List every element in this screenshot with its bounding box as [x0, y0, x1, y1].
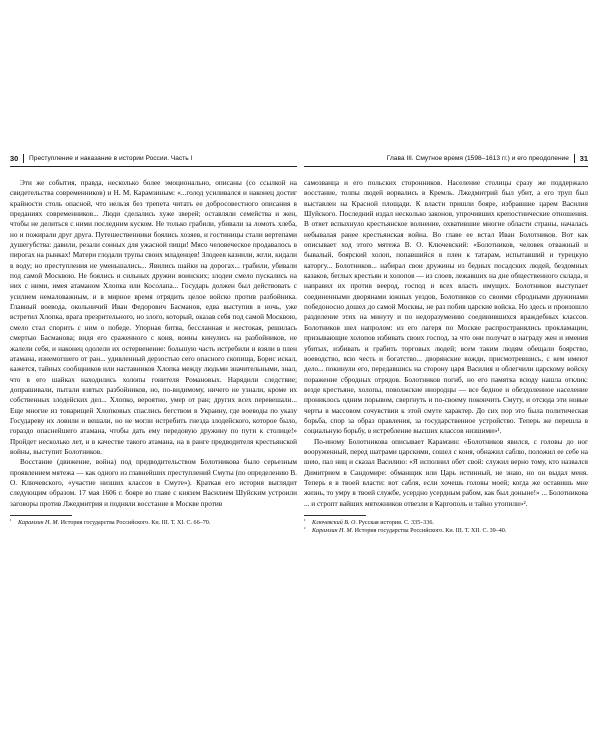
footnote-mark: ¹ — [304, 519, 306, 524]
right-page-number: 31 — [579, 154, 588, 163]
left-running-head: Преступление и наказание в истории России. Часть I — [29, 155, 193, 162]
footnote — [304, 519, 588, 527]
footnote-rule — [10, 515, 72, 516]
left-page — [10, 154, 297, 527]
footnote — [10, 519, 297, 527]
footnote-author: Ключевский В. О. — [312, 520, 357, 526]
footnote-text: Русская история. С. 335–336. — [358, 520, 434, 526]
body-paragraph: Восстание (движение, война) под предводительством Болотникова было серьезным проявлением мятежа — как одного из главнейших преступлений Смуты (по определению В. О. Ключевского, «участие низших классов в Смуте»). Краткая его история выглядит следующим образом. 17 мая 1606 г. бояре во главе с князем Василием Шуйским устроили заговоры против Лжедмитрия и подняли восстание в Москве против — [10, 458, 297, 508]
header-separator — [23, 154, 24, 163]
footnote-rule — [304, 515, 366, 516]
right-running-header — [304, 154, 588, 167]
footnote-mark: ² — [304, 527, 306, 533]
body-paragraph: По-иному Болотникова описывает Карамзин: «Болотников явился, с головы до ног вооруженный, перед шатрами царскими, сошел с коня, обнажил саблю, положил ее себе на шею, пал ниц и сказал Василию: «Я исполнил обет свой: служил верно тому, кто назвался Димитрием в Сандомире: обманщик или Царь истинный, не знаю, но он выдал меня. Теперь я в твоей власти: вот сабля, если хочешь головы моей; когда же оставишь мне жизнь, то умру в твоей службе, усердно усердным рабом, как был доныне!» ... Болотникова ... и стропт вайших мятежников отвезли в Каргополь и тайно утопили»². — [304, 437, 588, 508]
footnote-author: Карамзин Н. М. — [18, 520, 60, 526]
left-page-number: 30 — [10, 154, 19, 163]
footnote-text: История государства Российского. Кн. III. Т. XI. С. 66–70. — [60, 520, 211, 526]
footnote-mark: ¹ — [10, 519, 12, 524]
header-separator — [574, 154, 575, 163]
right-running-head: Глава III. Смутное время (1598–1613 гг.) и его преодоление — [386, 155, 569, 162]
footnote-author: Карамзин Н. М. — [312, 528, 354, 535]
left-running-header — [10, 154, 297, 167]
body-paragraph: Эти же события, правда, несколько более эмоционально, описаны (со ссылкой на свидетельства современников) и Н. М. Карамзиным: «...голод усиливался и наконец достиг крайности столь опасной, что нельзя без трепета читать ее добросовестного описания в преданиях современников... Люди сделались хуже зверей; оставляли семейства и жен, чтобы не делиться с ними последним куском. Не только грабили, убивали за ломоть хлеба, но и пожирали друг друга. Путешественники боялись хозяев, и гостиницы стали вертепами душегубства: давили, резали сонных для ужасной пищи! Мясо человеческое продавалось в пирогах на рынках! Матери глодали трупы своих младенцев! Злодеев казнили, жгли, кидали в воду; но преступления не уменьшались... Явились шайки на дорогах... грабили, убивали под самой Москвою. Не боялись и сильных дружин воинских; злодеи смело пускались на них с ними, имея атаманом Хлопка или Косолапа... Государь должен был действовать с усилием немаловажным, и в мирное время отрядить целое войско против разбойника. Главный воевода, окольничий Иван Федорович Басманов, едва выступив в ночь, уже встретил Хлопка, врага презрительного, но злого, который, оказав себя под самой Москвою, смело стал спорить с ним о победе. Упорная битва, бессланная и жестокая, решилась смертью Басманова; видя его сраженного с коня, воины кинулись на разбойников, не жалели себя, и наконец одолели их остервенение: большую часть истребили и взяли в плен атамана, изнемогшего от ран... удивленный дерзостью сего опасного скопища, Борис искал, кажется, тайных сообщников или наставников Хлопка между людьми значительными, знал, что в его шайках находились холопы гонителя Романовых. Нарядили следствие; допрашивали, пытали взятых разбойников, но, по-видимому, ничего не узнали, кроме их собственных злодейских дел... Хлопко, вероятно, умер от ран; других всех перевешали... Еще многие из товарищей Хлопковых спаслись бегством в Украину, где воеводы по указу Государеву их ловили и вешали, но не могли истребить гнезда злодейского, которое было, гораздо опаснейшего атамана, чтобы дать ему передовую дружину по пути к столице!» Пройдет несколько лет, и в качестве такого атамана, на в ранге предводителя крестьянской войны, выступит Болотников. — [10, 179, 297, 456]
body-paragraph: самозванца и его польских сторонников. Население столицы сразу же поддержало восстание, толпы людей ворвались в Кремль. Лжедмитрий был убит, а его труп был выставлен на Красной площади. К власти пришли бояре, избравшие царем Василия Шуйского. Последний издал несколько законов, упрочивших крепостнические отношения. В ответ вспыхнуло крестьянское волнение, охватившие многие области страны, началась небывалая ранее крестьянская война. Во главе ее встал Иван Болотников. Вот как описывает ход этого мятежа В. О. Ключевский: «Болотников, человек отважный и бывалый, боярский холоп, попавшийся в плен к татарам, испытавший и турецкую каторгу... Болотников... набирал свои дружины из бедных посадских людей, бездомных казаков, беглых крестьян и холопов — из слоев, лежавших на дне общественного склада, и направил их против веерод, господ и всех власть имущих. Болотников выступает соединенными дворянами южных уездов, Болотников со своими сбродными дружинами победоносно дошел до самой Москвы, не раз побив царские войска. Но здесь и произошло разделение этих на минуту и по недоразумению соединившихся враждебных классов. Болотников шел напролом: из его лагеря по Москве распространялись прокламации, призывающие холопов избивать своих господ, за что они получат в награду жен и имения убитых, избивать и грабить торговых людей; всем таким людям обещали боярство, воеводство, всю честь и богатство... дворянские вожди, присмотревшись, с кем имеют дело... покинули его, передавшись на сторону царя Василия и облегчили царскому войску поражение сбродных отрядов. Болотников погиб, но его памятка всюду нашла отклик: везде крестьяне, холопы, поволжские инородцы — все бедное и обездоленное население прониклось одним порывом, свергнуть и по-своему покончить Смуту, и отсюда эти новые черты в массовом сочувствии к этой смуте характер. До сих пор это была политическая борьба, спор за образ правления, за государственное устройство. Теперь же перешла в социальную борьбу, в истребление высших классов низшими»¹. — [304, 179, 588, 436]
right-body-text — [304, 178, 588, 509]
footnote-text: История государства Российского. Кн. III. Т. XII. С. 39–40. — [354, 528, 507, 535]
left-body-text — [10, 178, 297, 509]
footnote — [304, 527, 588, 535]
right-page — [304, 154, 588, 536]
